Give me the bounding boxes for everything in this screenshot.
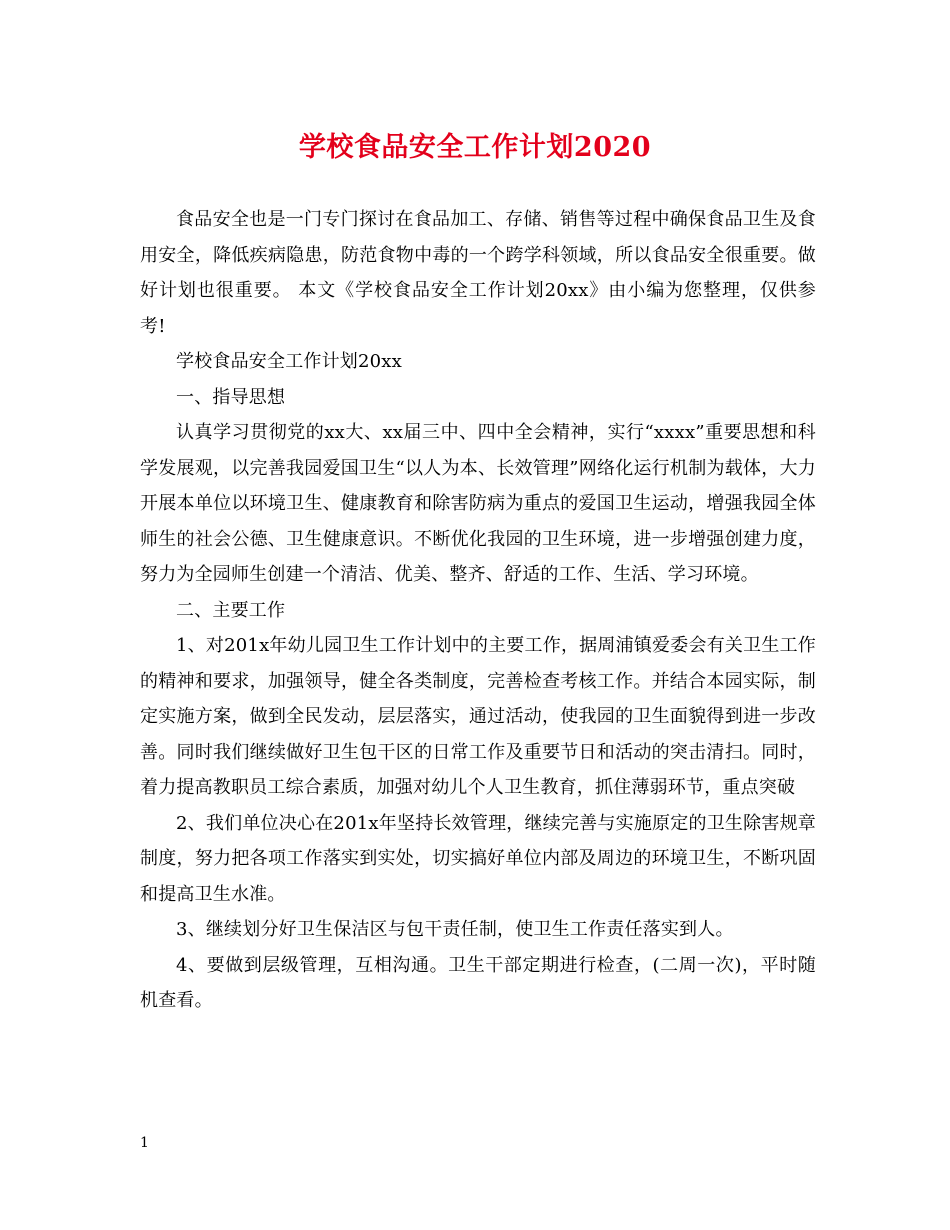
- paragraph-main-work-3: 3、继续划分好卫生保洁区与包干责任制，使卫生工作责任落实到人。: [176, 919, 734, 940]
- section-heading-main-work: 二、主要工作: [176, 599, 286, 621]
- paragraph-subtitle: 学校食品安全工作计划20xx: [176, 351, 403, 372]
- section-heading-guiding-ideology: 一、指导思想: [176, 386, 286, 408]
- paragraph-guiding-ideology: 认真学习贯彻党的xx大、xx届三中、四中全会精神，实行“xxxx”重要思想和科学发展观，以完善我园爱国卫生“以人为本、长效管理”网络化运行机制为载体，大力开展本单位以环境卫生、健康教育和除害防病为重点的爱国卫生运动，增强我园全体师生的社会公德、卫生健康意识。不断优化我园的卫生环境，进一步增强创建力度，努力为全园师生创建一个清洁、优美、整齐、舒适的工作、生活、学习环境。: [140, 422, 816, 585]
- document-body: [140, 202, 816, 1019]
- paragraph-main-work-1: 1、对201x年幼儿园卫生工作计划中的主要工作，据周浦镇爱委会有关卫生工作的精神和要求，加强领导，健全各类制度，完善检查考核工作。并结合本园实际，制定实施方案，做到全民发动，层层落实，通过活动，使我园的卫生面貌得到进一步改善。同时我们继续做好卫生包干区的日常工作及重要节日和活动的突击清扫。同时，着力提高教职员工综合素质，加强对幼儿个人卫生教育，抓住薄弱环节，重点突破: [140, 635, 816, 798]
- page-number: 1: [140, 1135, 149, 1151]
- paragraph-main-work-4: 4、要做到层级管理，互相沟通。卫生干部定期进行检查，(二周一次)，平时随机查看。: [140, 954, 816, 1011]
- document-title: 学校食品安全工作计划2020: [298, 132, 652, 163]
- paragraph-main-work-2: 2、我们单位决心在201x年坚持长效管理，继续完善与实施原定的卫生除害规章制度，努力把各项工作落实到实处，切实搞好单位内部及周边的环境卫生，不断巩固和提高卫生水准。: [140, 812, 816, 905]
- paragraph-intro: 食品安全也是一门专门探讨在食品加工、存储、销售等过程中确保食品卫生及食用安全，降低疾病隐患，防范食物中毒的一个跨学科领域，所以食品安全很重要。做好计划也很重要。 本文《学校食品安全工作计划20xx》由小编为您整理，仅供参考!: [140, 209, 816, 337]
